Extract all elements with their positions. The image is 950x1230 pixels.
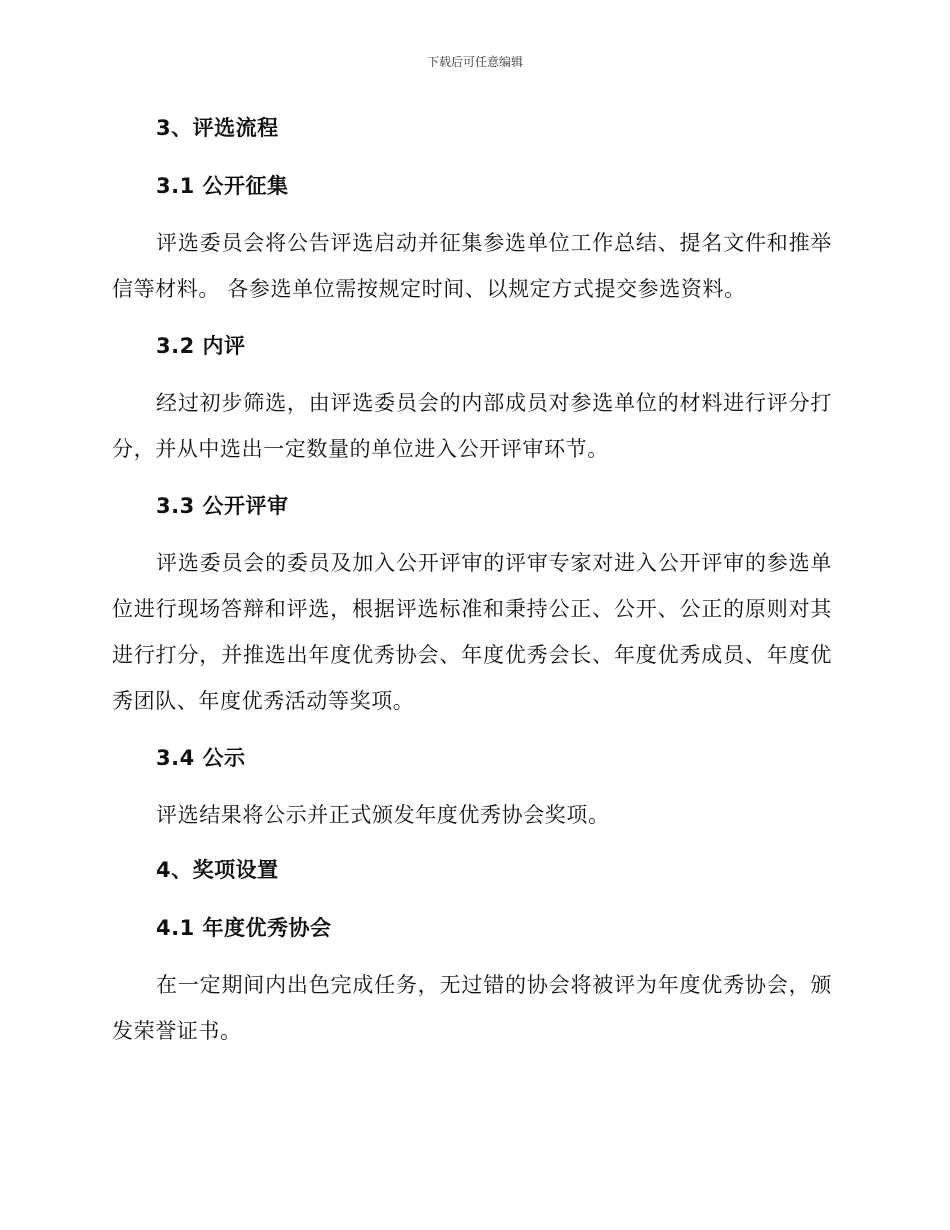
paragraph-3-2: 经过初步筛选，由评选委员会的内部成员对参选单位的材料进行评分打分，并从中选出一定数量的单位进入公开评审环节。 — [112, 391, 832, 461]
page-header: 下载后可任意编辑 — [426, 55, 523, 69]
heading-3-4-publicity: 3.4 公示 — [156, 746, 246, 770]
heading-3-1-public-collection: 3.1 公开征集 — [156, 174, 289, 198]
paragraph-3-4: 评选结果将公示并正式颁发年度优秀协会奖项。 — [156, 803, 610, 827]
paragraph-3-1: 评选委员会将公告评选启动并征集参选单位工作总结、提名文件和推举信等材料。 各参选单位需按规定时间、以规定方式提交参选资料。 — [112, 231, 832, 301]
heading-4-award-settings: 4、奖项设置 — [156, 858, 279, 882]
heading-4-1-annual-excellent-association: 4.1 年度优秀协会 — [156, 916, 332, 940]
paragraph-3-3: 评选委员会的委员及加入公开评审的评审专家对进入公开评审的参选单位进行现场答辩和评选，根据评选标准和秉持公正、公开、公正的原则对其进行打分，并推选出年度优秀协会、年度优秀会长、年度优秀成员、年度优秀团队、年度优秀活动等奖项。 — [112, 551, 832, 713]
heading-3-2-internal-review: 3.2 内评 — [156, 334, 246, 358]
heading-3-3-public-review: 3.3 公开评审 — [156, 494, 289, 518]
heading-3-selection-process: 3、评选流程 — [156, 116, 279, 140]
paragraph-4-1: 在一定期间内出色完成任务，无过错的协会将被评为年度优秀协会，颁发荣誉证书。 — [112, 973, 832, 1043]
document-body — [112, 110, 832, 1054]
